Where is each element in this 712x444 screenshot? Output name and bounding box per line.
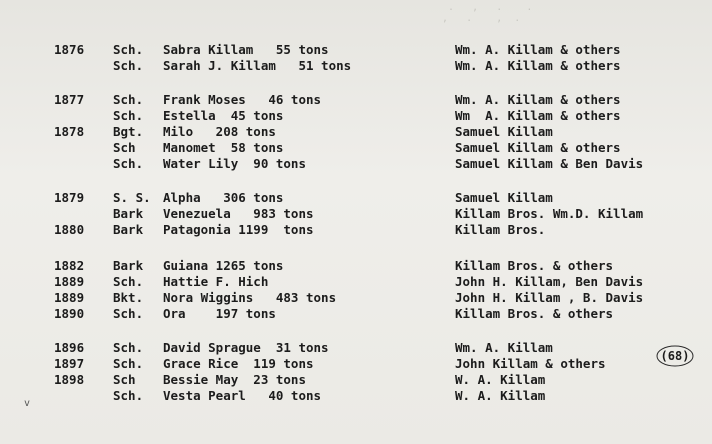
year: 1876 — [54, 42, 85, 57]
ship-name-tonnage: Alpha 306 tons — [163, 190, 284, 205]
vessel-type: Bark — [113, 258, 144, 273]
ship-name-tonnage: Manomet 58 tons — [163, 140, 284, 155]
owner: John Killam & others — [455, 356, 606, 371]
year: 1897 — [54, 356, 85, 371]
margin-mark: v — [24, 398, 31, 409]
owner: Wm. A. Killam & others — [455, 58, 621, 73]
vessel-type: Sch. — [113, 92, 144, 107]
year: 1890 — [54, 306, 85, 321]
ship-name-tonnage: Water Lily 90 tons — [163, 156, 306, 171]
owner: Samuel Killam & others — [455, 140, 621, 155]
bleed-through-text: . , . . , . , . — [442, 2, 533, 24]
year: 1889 — [54, 290, 85, 305]
ship-name-tonnage: Venezuela 983 tons — [163, 206, 314, 221]
vessel-type: Sch. — [113, 388, 144, 403]
page-number-text: (68) — [660, 349, 690, 363]
owner: Killam Bros. & others — [455, 306, 614, 321]
ship-name-tonnage: Hattie F. Hich — [163, 274, 269, 289]
owner: John H. Killam , B. Davis — [455, 290, 644, 305]
owner: W. A. Killam — [455, 372, 546, 387]
ship-name-tonnage: Guiana 1265 tons — [163, 258, 284, 273]
owner: Samuel Killam & Ben Davis — [455, 156, 644, 171]
year: 1877 — [54, 92, 85, 107]
year: 1878 — [54, 124, 85, 139]
ship-name-tonnage: Estella 45 tons — [163, 108, 284, 123]
ship-name-tonnage: Vesta Pearl 40 tons — [163, 388, 322, 403]
year: 1889 — [54, 274, 85, 289]
year: 1896 — [54, 340, 85, 355]
year: 1882 — [54, 258, 85, 273]
vessel-type: Sch — [113, 140, 136, 155]
ship-name-tonnage: Grace Rice 119 tons — [163, 356, 314, 371]
vessel-type: Sch. — [113, 306, 144, 321]
owner: Killam Bros. & others — [455, 258, 614, 273]
vessel-type: Sch. — [113, 108, 144, 123]
owner: Killam Bros. — [455, 222, 546, 237]
owner: Samuel Killam — [455, 190, 553, 205]
ship-name-tonnage: Sarah J. Killam 51 tons — [163, 58, 352, 73]
vessel-type: Bark — [113, 222, 144, 237]
ship-name-tonnage: Sabra Killam 55 tons — [163, 42, 329, 57]
vessel-type: Sch. — [113, 42, 144, 57]
ship-name-tonnage: Patagonia 1199 tons — [163, 222, 314, 237]
vessel-type: Sch. — [113, 58, 144, 73]
vessel-type: Sch. — [113, 156, 144, 171]
year: 1880 — [54, 222, 85, 237]
owner: Wm. A. Killam — [455, 340, 553, 355]
owner: W. A. Killam — [455, 388, 546, 403]
owner: Wm A. Killam & others — [455, 108, 621, 123]
vessel-type: Bgt. — [113, 124, 144, 139]
ship-name-tonnage: David Sprague 31 tons — [163, 340, 329, 355]
ship-name-tonnage: Ora 197 tons — [163, 306, 276, 321]
vessel-type: Sch. — [113, 356, 144, 371]
owner: Wm. A. Killam & others — [455, 42, 621, 57]
year: 1898 — [54, 372, 85, 387]
ship-name-tonnage: Nora Wiggins 483 tons — [163, 290, 337, 305]
year: 1879 — [54, 190, 85, 205]
ship-name-tonnage: Milo 208 tons — [163, 124, 276, 139]
ship-name-tonnage: Frank Moses 46 tons — [163, 92, 322, 107]
owner: Samuel Killam — [455, 124, 553, 139]
vessel-type: Sch — [113, 372, 136, 387]
page-number — [655, 344, 695, 368]
owner: John H. Killam, Ben Davis — [455, 274, 644, 289]
vessel-type: S. S. — [113, 190, 151, 205]
vessel-type: Sch. — [113, 274, 144, 289]
owner: Killam Bros. Wm.D. Killam — [455, 206, 644, 221]
ship-name-tonnage: Bessie May 23 tons — [163, 372, 306, 387]
vessel-type: Bark — [113, 206, 144, 221]
vessel-type: Bkt. — [113, 290, 144, 305]
owner: Wm. A. Killam & others — [455, 92, 621, 107]
vessel-type: Sch. — [113, 340, 144, 355]
